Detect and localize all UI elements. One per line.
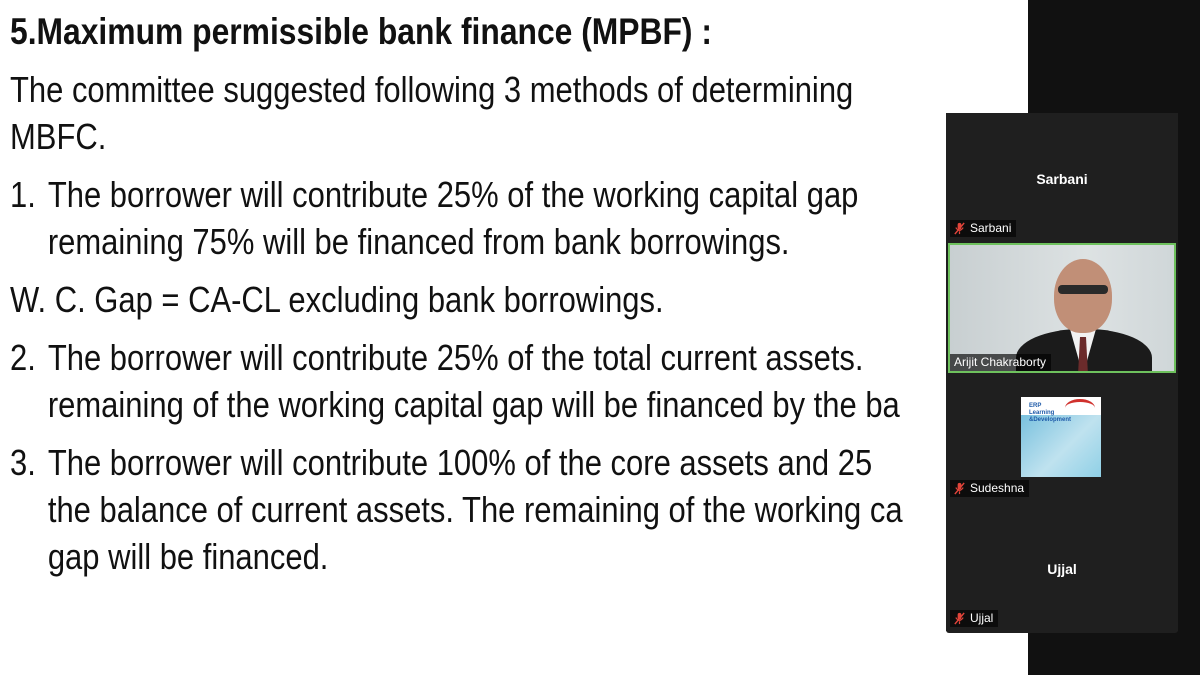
- participant-label: [950, 480, 1029, 497]
- participant-name: Ujjal: [970, 611, 994, 625]
- participant-name: Sarbani: [970, 221, 1012, 235]
- participant-name: Arijit Chakraborty: [950, 354, 1051, 371]
- participant-tile[interactable]: [946, 113, 1178, 241]
- slide-formula: W. C. Gap = CA-CL excluding bank borrowings.: [10, 279, 664, 320]
- participant-label: [950, 220, 1016, 237]
- mic-off-icon: [953, 482, 966, 495]
- participant-center-name: Sarbani: [1036, 171, 1088, 187]
- method-item: [10, 439, 956, 580]
- participant-video: [950, 245, 1174, 371]
- mic-off-icon: [953, 222, 966, 235]
- mic-off-icon: [953, 612, 966, 625]
- participant-name: Sudeshna: [970, 481, 1025, 495]
- participant-center-name: Ujjal: [1047, 561, 1077, 577]
- method-line: remaining 75% will be financed from bank borrowings.: [47, 221, 790, 262]
- slide-intro: The committee suggested following 3 methods of determining MBFC.: [10, 69, 854, 157]
- method-line: The borrower will contribute 25% of the total current assets.: [47, 337, 864, 378]
- method-line: remaining of the working capital gap will be financed by the ba: [47, 384, 900, 425]
- participant-tile-active-speaker[interactable]: [948, 243, 1176, 373]
- participant-label: [950, 610, 998, 627]
- participant-avatar: [1021, 397, 1101, 477]
- participant-tile[interactable]: [946, 503, 1178, 631]
- participant-tile[interactable]: [946, 373, 1178, 501]
- method-line: gap will be financed.: [47, 536, 329, 577]
- slide-title: 5.Maximum permissible bank finance (MPBF) :: [10, 11, 712, 52]
- participant-gallery[interactable]: [946, 113, 1178, 633]
- method-item: [10, 334, 956, 428]
- method-line: the balance of current assets. The remaining of the working ca: [47, 489, 903, 530]
- slide-content: [10, 10, 956, 591]
- method-number: 2.: [10, 337, 36, 378]
- method-line: The borrower will contribute 100% of the core assets and 25: [47, 442, 873, 483]
- method-item: [10, 171, 956, 265]
- method-line: The borrower will contribute 25% of the working capital gap: [47, 174, 859, 215]
- method-number: 1.: [10, 174, 36, 215]
- method-number: 3.: [10, 442, 36, 483]
- avatar-logo-text: ERP Learning &Development: [1029, 403, 1072, 423]
